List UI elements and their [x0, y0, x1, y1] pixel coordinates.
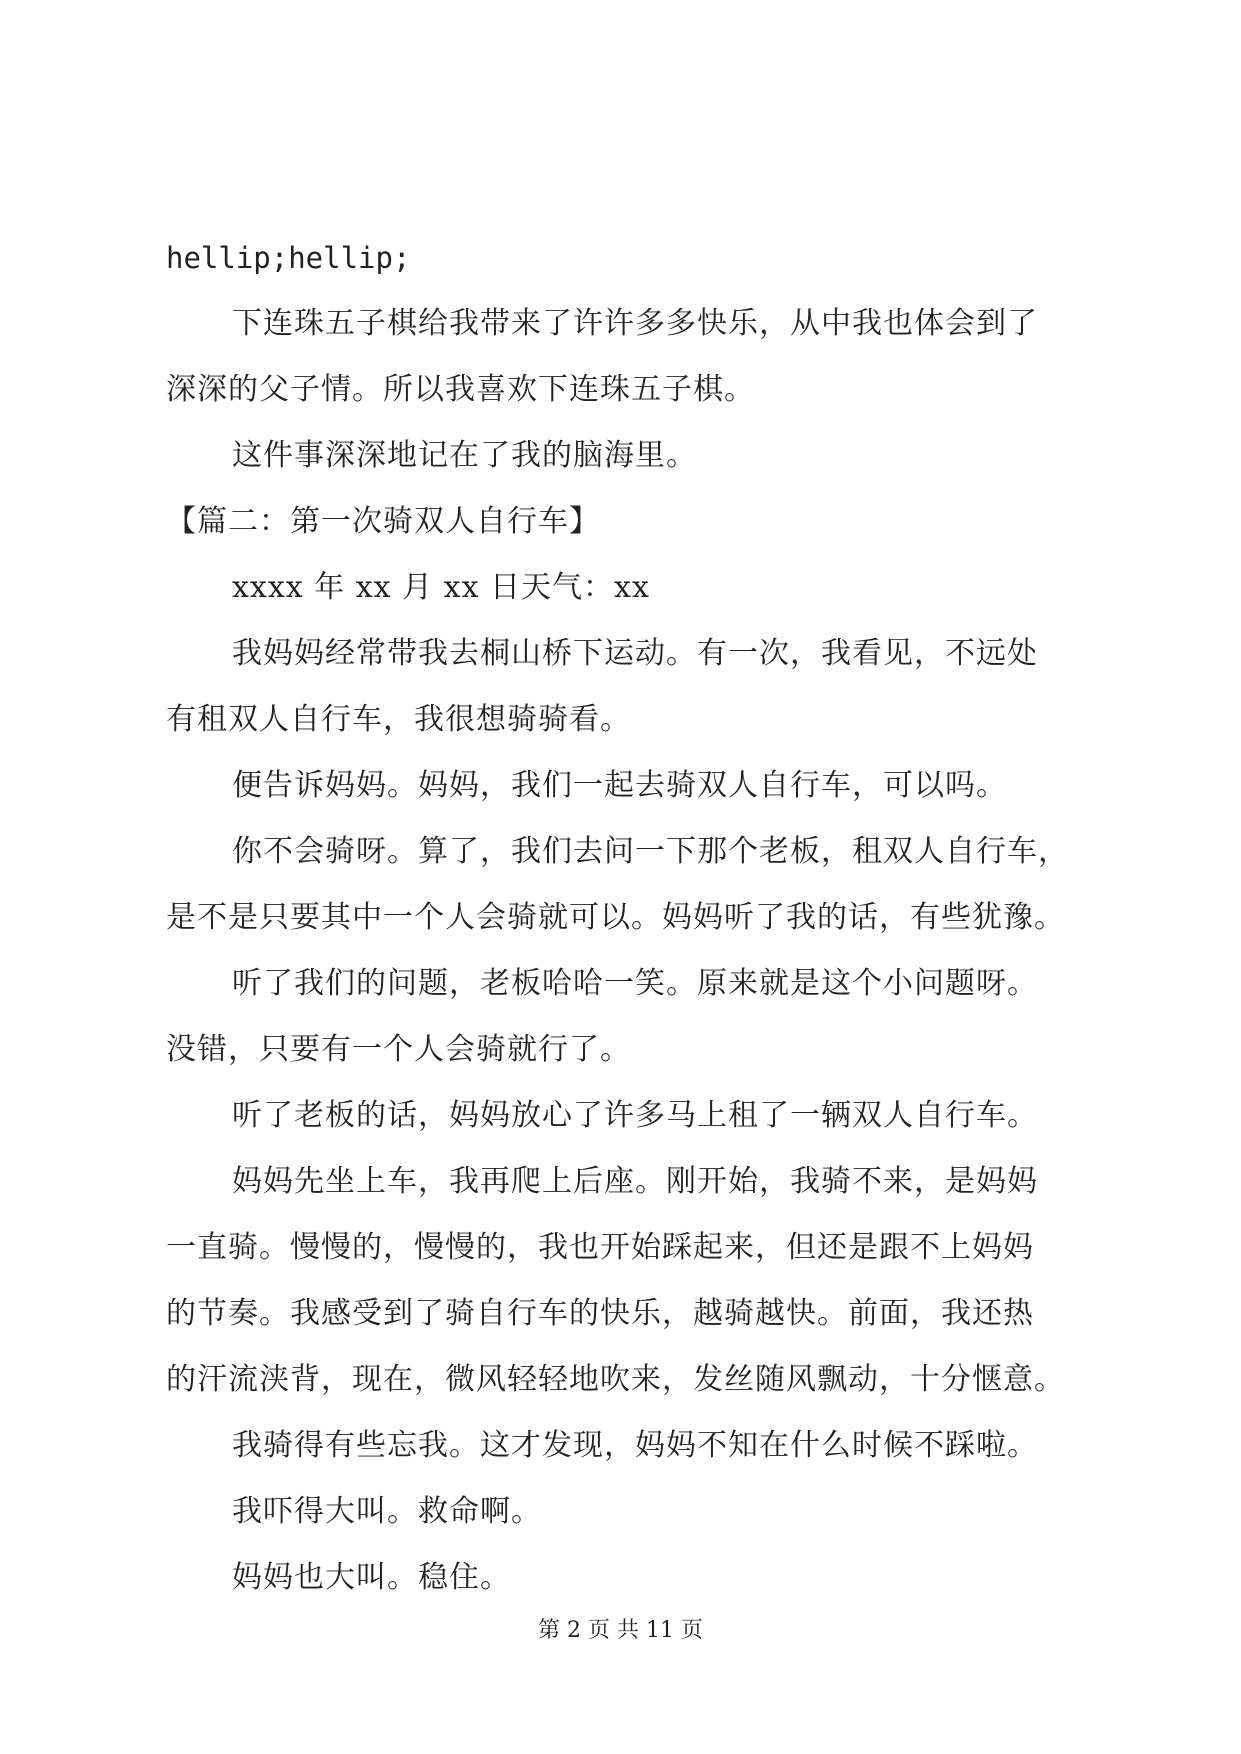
paragraph-line: 听了老板的话，妈妈放心了许多马上租了一辆双人自行车。: [232, 1098, 1038, 1133]
section-heading: 【篇二：第一次骑双人自行车】: [166, 504, 600, 539]
paragraph-line: 你不会骑呀。算了，我们去问一下那个老板，租双人自行车，: [232, 834, 1069, 869]
paragraph-line: 妈妈先坐上车，我再爬上后座。刚开始，我骑不来，是妈妈: [232, 1164, 1038, 1199]
text-line-ellipsis: hellip;hellip;: [166, 241, 411, 275]
paragraph-line: 我吓得大叫。救命啊。: [232, 1494, 542, 1529]
paragraph-line: 没错，只要有一个人会骑就行了。: [166, 1032, 631, 1067]
paragraph-line: 有租双人自行车，我很想骑骑看。: [166, 702, 631, 737]
paragraph-line: 的汗流浃背，现在，微风轻轻地吹来，发丝随风飘动，十分惬意。: [166, 1362, 1065, 1397]
paragraph-line: 是不是只要其中一个人会骑就可以。妈妈听了我的话，有些犹豫。: [166, 900, 1065, 935]
paragraph-line: 下连珠五子棋给我带来了许许多多快乐，从中我也体会到了: [232, 306, 1038, 341]
date-weather-line: xxxx 年 xx 月 xx 日天气：xx: [232, 570, 650, 605]
paragraph-line: 这件事深深地记在了我的脑海里。: [232, 438, 697, 473]
paragraph-line: 的节奏。我感受到了骑自行车的快乐，越骑越快。前面，我还热: [166, 1296, 1034, 1331]
paragraph-line: 我妈妈经常带我去桐山桥下运动。有一次，我看见，不远处: [232, 636, 1038, 671]
paragraph-line: 听了我们的问题，老板哈哈一笑。原来就是这个小问题呀。: [232, 966, 1038, 1001]
paragraph-line: 妈妈也大叫。稳住。: [232, 1560, 511, 1595]
paragraph-line: 深深的父子情。所以我喜欢下连珠五子棋。: [166, 372, 755, 407]
paragraph-line: 一直骑。慢慢的，慢慢的，我也开始踩起来，但还是跟不上妈妈: [166, 1230, 1034, 1265]
page-number-footer: 第 2 页 共 11 页: [538, 1618, 703, 1643]
paragraph-line: 便告诉妈妈。妈妈，我们一起去骑双人自行车，可以吗。: [232, 768, 1007, 803]
paragraph-line: 我骑得有些忘我。这才发现，妈妈不知在什么时候不踩啦。: [232, 1428, 1038, 1463]
